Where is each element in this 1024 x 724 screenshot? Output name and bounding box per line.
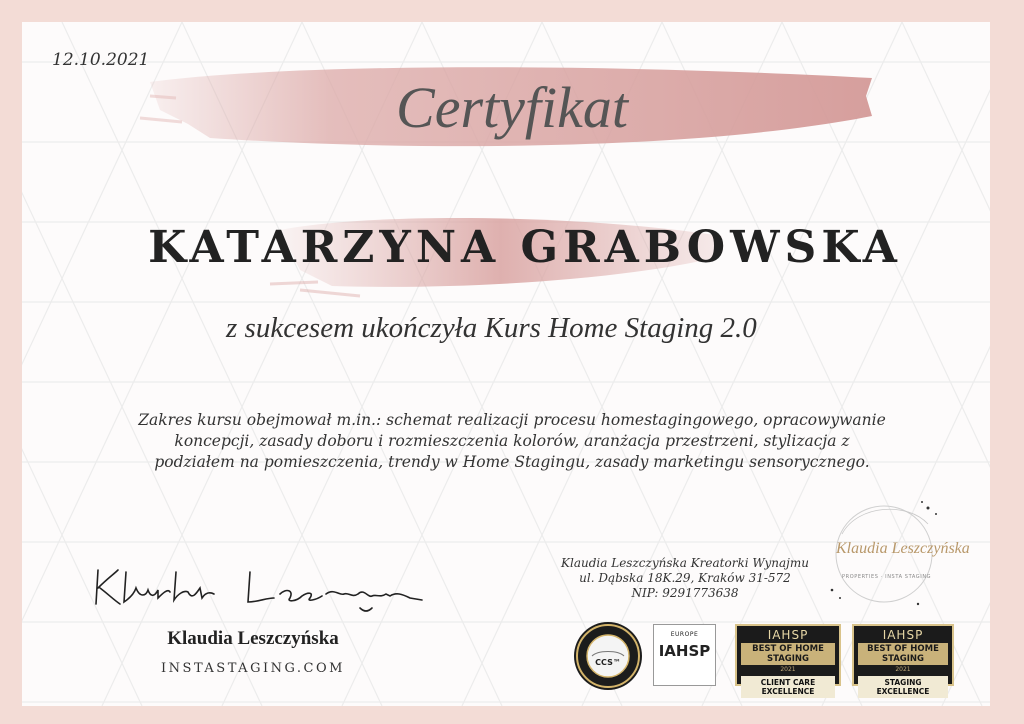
course-scope-line: Zakres kursu obejmował m.in.: schemat realizacji procesu homestagingowego, opracowywanie xyxy=(138,411,886,429)
company-nip: NIP: 9291773638 xyxy=(631,586,739,600)
ccs-badge-icon xyxy=(572,620,644,692)
award-title: BEST OF HOME STAGING xyxy=(741,643,835,665)
logo-text: Klaudia Leszczyńska xyxy=(836,540,970,557)
signatory-name: Klaudia Leszczyńska xyxy=(167,628,339,649)
award-category: CLIENT CARE EXCELLENCE xyxy=(741,676,835,698)
europe-badge-line2: IAHSP xyxy=(658,642,711,660)
company-name: Klaudia Leszczyńska Kreatorki Wynajmu xyxy=(561,556,809,570)
certificate-title: Certyfikat xyxy=(396,75,628,140)
award-staging-excellence-badge xyxy=(852,624,954,696)
company-details xyxy=(540,556,830,601)
issue-date: 12.10.2021 xyxy=(52,50,150,70)
course-scope-line: podziałem na pomieszczenia, trendy w Home Stagingu, zasady marketingu sensorycznego. xyxy=(154,453,870,471)
logo-subtitle: PROPERTIES · INSTA STAGING xyxy=(842,574,932,580)
award-year: 2021 xyxy=(895,666,911,673)
course-scope-line: koncepcji, zasady doboru i rozmieszczenia kolorów, aranżacja przestrzeni, stylizacja z xyxy=(174,432,850,450)
handwritten-signature xyxy=(90,558,430,618)
europe-badge-line1: EUROPE xyxy=(670,631,699,638)
completion-statement: z sukcesem ukończyła Kurs Home Staging 2.0 xyxy=(226,312,757,344)
course-scope xyxy=(110,410,914,473)
iahsp-europe-badge xyxy=(653,624,716,686)
award-title: BEST OF HOME STAGING xyxy=(858,643,948,665)
recipient-name: KATARZYNA GRABOWSKA xyxy=(148,222,902,273)
award-org: IAHSP xyxy=(882,628,924,642)
company-address: ul. Dąbska 18K.29, Kraków 31-572 xyxy=(579,571,791,585)
website-link[interactable]: INSTASTAGING.COM xyxy=(161,661,345,676)
award-year: 2021 xyxy=(780,666,796,673)
award-category: STAGING EXCELLENCE xyxy=(858,676,948,698)
ccs-badge-center: CCS™ xyxy=(595,658,621,667)
award-client-care-badge xyxy=(735,624,841,696)
award-org: IAHSP xyxy=(767,628,809,642)
